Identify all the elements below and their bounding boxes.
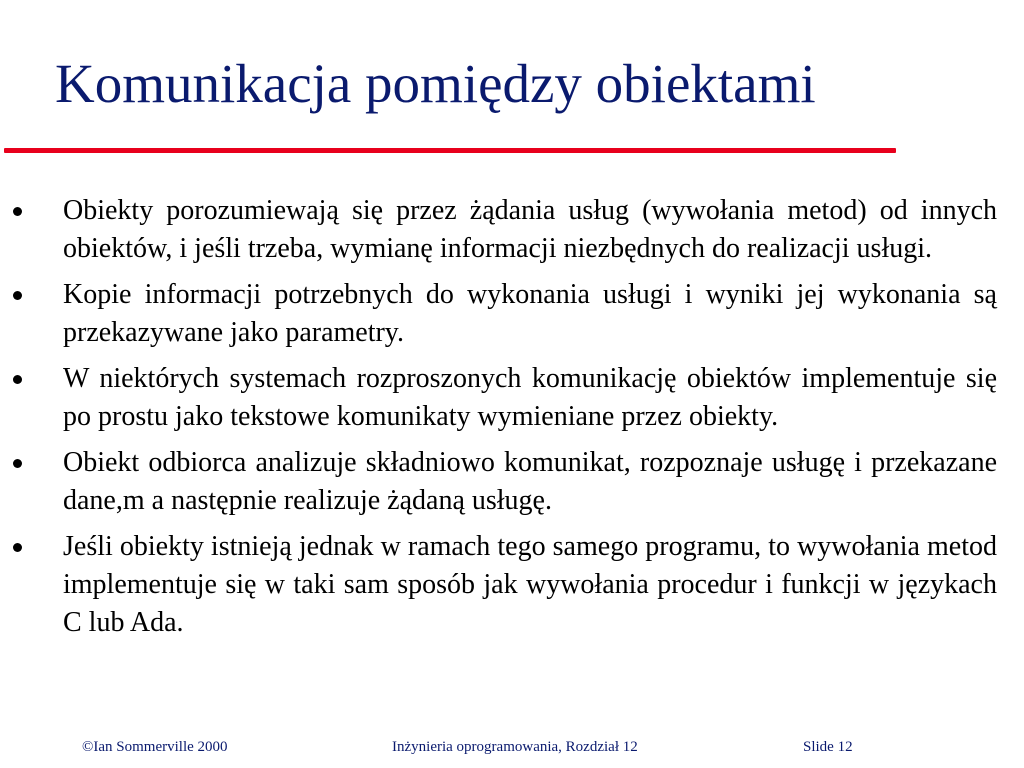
bullet-text: Kopie informacji potrzebnych do wykonania usługi i wyniki jej wykonania są przekazywane jako parametry. [63,279,997,348]
footer-slide-number: Slide 12 [803,739,853,755]
title-underline [4,148,896,153]
bullet-dot-icon [13,375,22,384]
bullet-list [0,192,1024,650]
bullet-text: Jeśli obiekty istnieją jednak w ramach tego samego programu, to wywołania metod implementuje się w taki sam sposób jak wywołania procedur i funkcji w językach C lub Ada. [63,531,997,638]
bullet-text: W niektórych systemach rozproszonych komunikację obiektów implementuje się po prostu jako tekstowe komunikaty wymieniane przez obiekty. [63,363,997,432]
bullet-item [0,276,1024,352]
bullet-item [0,528,1024,642]
footer-course: Inżynieria oprogramowania, Rozdział 12 [392,739,638,755]
bullet-dot-icon [13,207,22,216]
bullet-item [0,192,1024,268]
bullet-item [0,360,1024,436]
bullet-dot-icon [13,543,22,552]
bullet-dot-icon [13,459,22,468]
bullet-text: Obiekty porozumiewają się przez żądania usług (wywołania metod) od innych obiektów, i jeśli trzeba, wymianę informacji niezbędnych do realizacji usługi. [63,195,997,264]
bullet-item [0,444,1024,520]
slide-title: Komunikacja pomiędzy obiektami [55,53,816,114]
bullet-text: Obiekt odbiorca analizuje składniowo komunikat, rozpoznaje usługę i przekazane dane,m a następnie realizuje żądaną usługę. [63,447,997,516]
footer-copyright: ©Ian Sommerville 2000 [82,739,228,755]
bullet-dot-icon [13,291,22,300]
